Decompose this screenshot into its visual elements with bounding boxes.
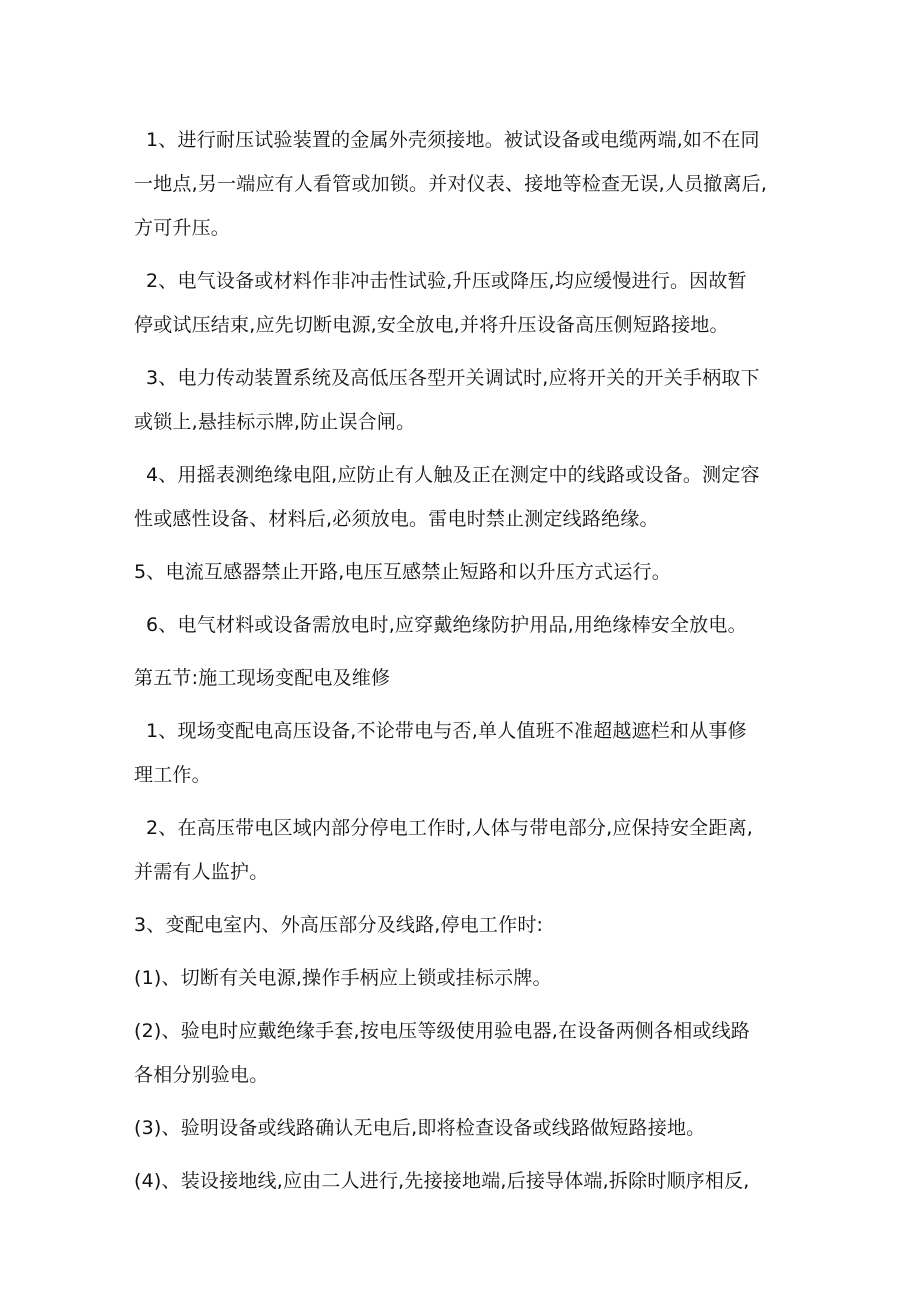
- paragraph-1-line-2: 一地点,另一端应有人看管或加锁。并对仪表、接地等检查无误,人员撤离后,: [134, 173, 768, 195]
- paragraph-5-line-1: 5、电流互感器禁止开路,电压互感禁止短路和以升压方式运行。: [134, 561, 671, 583]
- paragraph-6-line-1: 6、电气材料或设备需放电时,应穿戴绝缘防护用品,用绝缘棒安全放电。: [146, 614, 747, 636]
- paragraph-2-line-2: 停或试压结束,应先切断电源,安全放电,并将升压设备高压侧短路接地。: [134, 314, 729, 336]
- paragraph-8-line-1: 2、在高压带电区域内部分停电工作时,人体与带电部分,应保持安全距离,: [146, 817, 754, 839]
- sub-item-2-line-1: (2)、验电时应戴绝缘手套,按电压等级使用验电器,在设备两侧各相或线路: [134, 1020, 750, 1042]
- paragraph-3-line-2: 或锁上,悬挂标示牌,防止误合闸。: [134, 411, 416, 433]
- section-heading: 第五节:施工现场变配电及维修: [134, 667, 391, 689]
- paragraph-7-line-2: 理工作。: [134, 764, 211, 786]
- sub-item-3-line-1: (3)、验明设备或线路确认无电后,即将检查设备或线路做短路接地。: [134, 1117, 706, 1139]
- paragraph-7-line-1: 1、现场变配电高压设备,不论带电与否,单人值班不准超越遮栏和从事修: [146, 720, 747, 742]
- paragraph-4-line-2: 性或感性设备、材料后,必须放电。雷电时禁止测定线路绝缘。: [134, 508, 659, 530]
- paragraph-2-line-1: 2、电气设备或材料作非冲击性试验,升压或降压,均应缓慢进行。因故暂: [146, 270, 747, 292]
- sub-item-4-line-1: (4)、装设接地线,应由二人进行,先接接地端,后接导体端,拆除时顺序相反,: [134, 1170, 750, 1192]
- sub-item-1-line-1: (1)、切断有关电源,操作手柄应上锁或挂标示牌。: [134, 967, 552, 989]
- paragraph-9-line-1: 3、变配电室内、外高压部分及线路,停电工作时:: [134, 914, 544, 936]
- paragraph-4-line-1: 4、用摇表测绝缘电阻,应防止有人触及正在测定中的线路或设备。测定容: [146, 464, 760, 486]
- paragraph-8-line-2: 并需有人监护。: [134, 861, 269, 883]
- paragraph-1-line-3: 方可升压。: [134, 217, 231, 239]
- sub-item-2-line-2: 各相分别验电。: [134, 1064, 269, 1086]
- paragraph-1-line-1: 1、进行耐压试验装置的金属外壳须接地。被试设备或电缆两端,如不在同: [146, 129, 760, 151]
- paragraph-3-line-1: 3、电力传动装置系统及高低压各型开关调试时,应将开关的开关手柄取下: [146, 367, 760, 389]
